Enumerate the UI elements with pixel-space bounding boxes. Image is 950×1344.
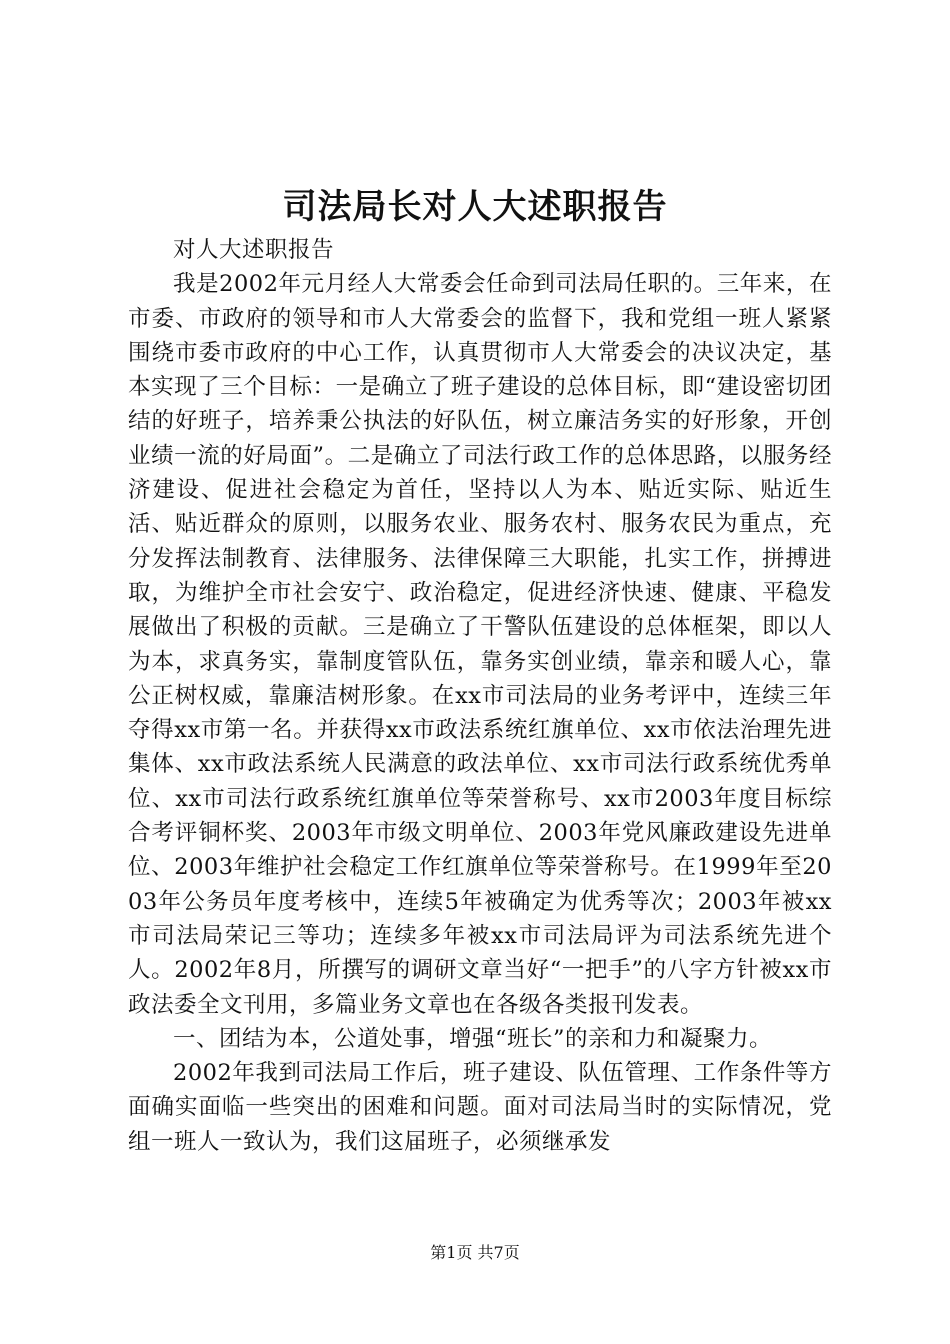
paragraph-subtitle: 对人大述职报告 <box>173 237 335 263</box>
page-number-footer: 第1页 共7页 <box>430 1243 520 1262</box>
document-body <box>128 233 832 1159</box>
paragraph-section-heading: 一、团结为本，公道处事，增强“班长”的亲和力和凝聚力。 <box>173 1025 773 1052</box>
document-title: 司法局长对人大述职报告 <box>282 187 668 227</box>
paragraph-section-body: 2002年我到司法局工作后，班子建设、队伍管理、工作条件等方面确实面临一些突出的困难和问题。面对司法局当时的实际情况，党组一班人一致认为，我们这届班子，必须继承发 <box>128 1060 832 1155</box>
paragraph-summary: 我是2002年元月经人大常委会任命到司法局任职的。三年来，在市委、市政府的领导和市人大常委会的监督下，我和党组一班人紧紧围绕市委市政府的中心工作，认真贯彻市人大常委会的决议决定，基本实现了三个目标：一是确立了班子建设的总体目标，即“建设密切团结的好班子，培养秉公执法的好队伍，树立廉洁务实的好形象，开创业绩一流的好局面”。二是确立了司法行政工作的总体思路，以服务经济建设、促进社会稳定为首任，坚持以人为本、贴近实际、贴近生活、贴近群众的原则，以服务农业、服务农村、服务农民为重点，充分发挥法制教育、法律服务、法律保障三大职能，扎实工作，拼搏进取，为维护全市社会安宁、政治稳定，促进经济快速、健康、平稳发展做出了积极的贡献。三是确立了干警队伍建设的总体框架，即以人为本，求真务实，靠制度管队伍，靠务实创业绩，靠亲和暖人心，靠公正树权威，靠廉洁树形象。在xx市司法局的业务考评中，连续三年夺得xx市第一名。并获得xx市政法系统红旗单位、xx市依法治理先进集体、xx市政法系统人民满意的政法单位、xx市司法行政系统优秀单位、xx市司法行政系统红旗单位等荣誉称号、xx市2003年度目标综合考评铜杯奖、2003年市级文明单位、2003年党风廉政建设先进单位、2003年维护社会稳定工作红旗单位等荣誉称号。在1999年至2003年公务员年度考核中，连续5年被确定为优秀等次；2003年被xx市司法局荣记三等功；连续多年被xx市司法局评为司法系统先进个人。2002年8月，所撰写的调研文章当好“一把手”的八字方针被xx市政法委全文刊用，多篇业务文章也在各级各类报刊发表。 <box>128 271 832 1018</box>
